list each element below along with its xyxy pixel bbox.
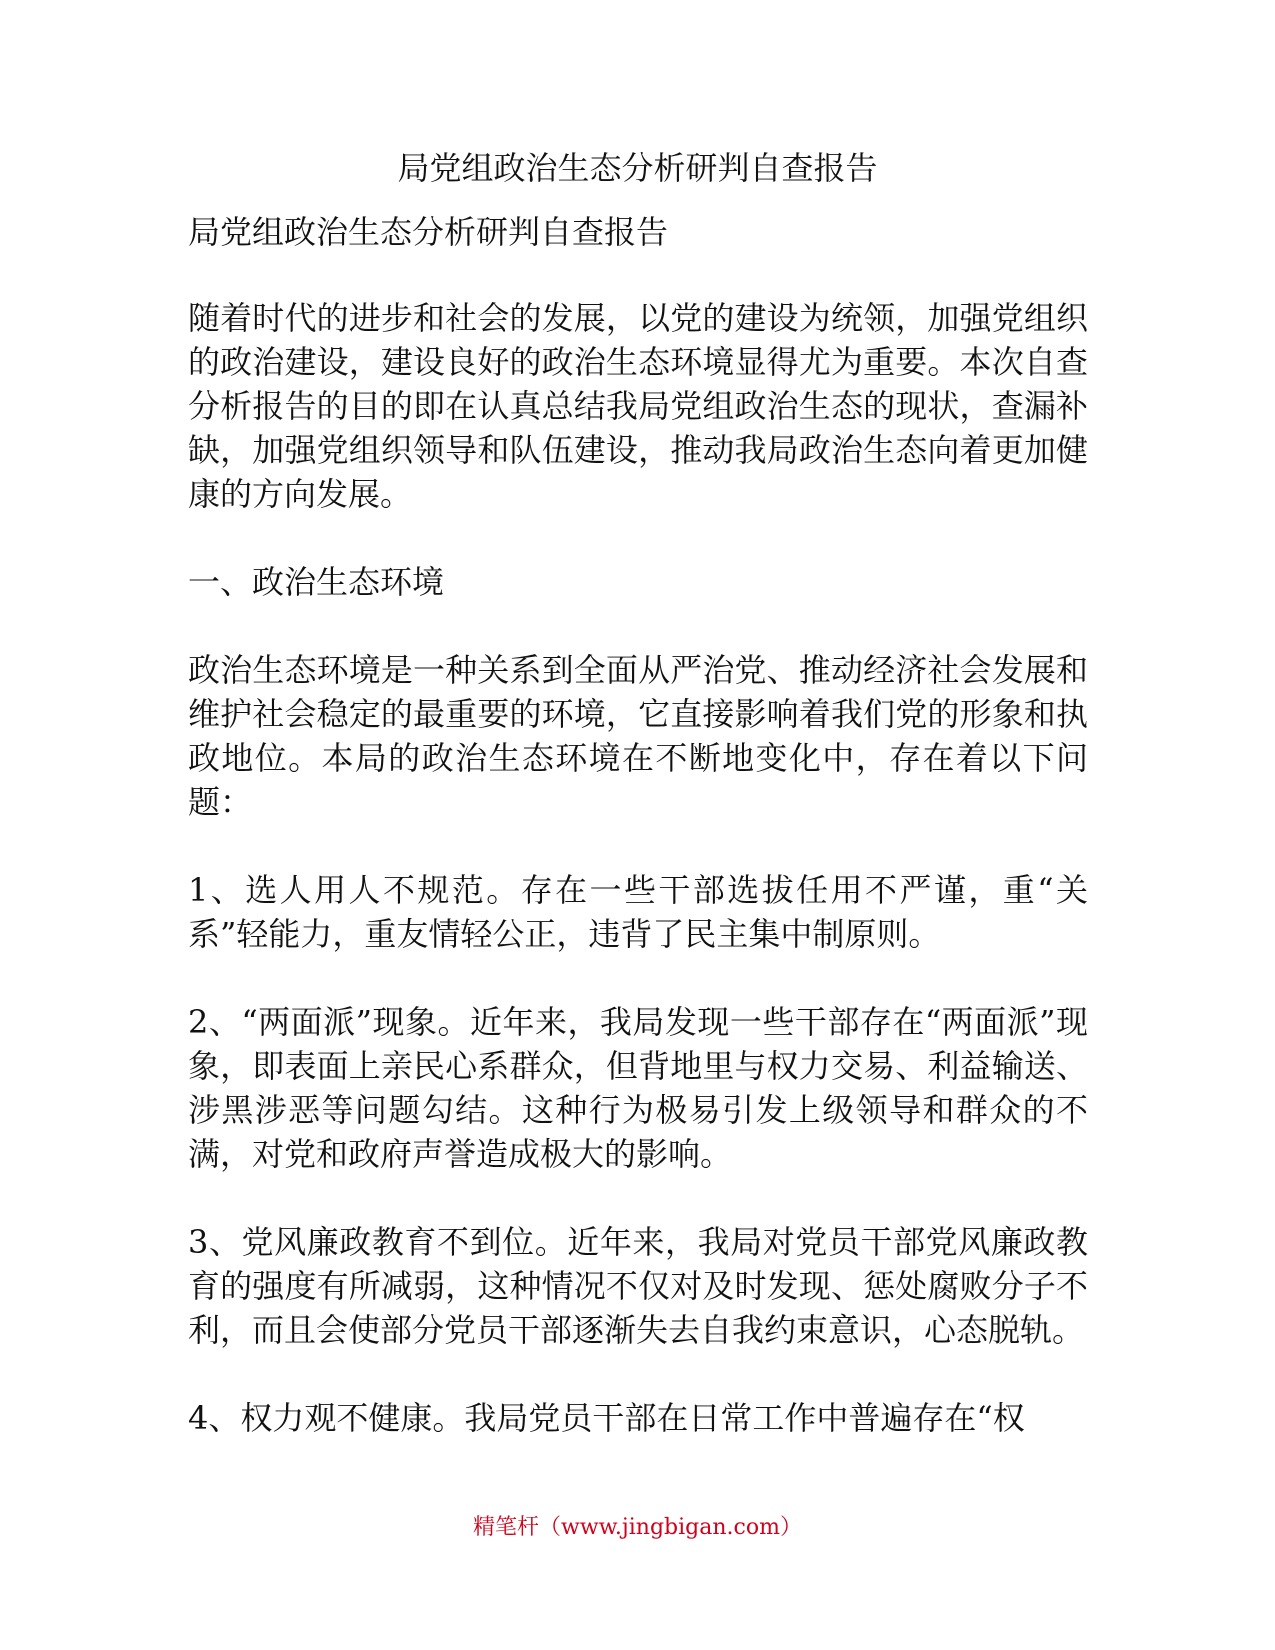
document-subtitle: 局党组政治生态分析研判自查报告	[188, 213, 669, 251]
intro-paragraph: 随着时代的进步和社会的发展，以党的建设为统领，加强党组织的政治建设，建设良好的政治生态环境显得尤为重要。本次自查分析报告的目的即在认真总结我局党组政治生态的现状，查漏补缺，加强党组织领导和队伍建设，推动我局政治生态向着更加健康的方向发展。	[188, 299, 1088, 513]
list-item-2: 2、“两面派”现象。近年来，我局发现一些干部存在“两面派”现象，即表面上亲民心系群众，但背地里与权力交易、利益输送、涉黑涉恶等问题勾结。这种行为极易引发上级领导和群众的不满，对党和政府声誉造成极大的影响。	[188, 1003, 1088, 1173]
section-paragraph: 政治生态环境是一种关系到全面从严治党、推动经济社会发展和维护社会稳定的最重要的环境，它直接影响着我们党的形象和执政地位。本局的政治生态环境在不断地变化中，存在着以下问题：	[188, 651, 1088, 821]
list-item-1: 1、选人用人不规范。存在一些干部选拔任用不严谨，重“关系”轻能力，重友情轻公正，违背了民主集中制原则。	[188, 871, 1088, 953]
list-item-4: 4、权力观不健康。我局党员干部在日常工作中普遍存在“权	[188, 1399, 1025, 1437]
footer-watermark-link[interactable]: 精笔杆（www.jingbigan.com）	[473, 1515, 802, 1540]
document-title: 局党组政治生态分析研判自查报告	[397, 149, 878, 187]
document-body	[188, 210, 1088, 1484]
section-heading: 一、政治生态环境	[188, 563, 445, 601]
list-item-3: 3、党风廉政教育不到位。近年来，我局对党员干部党风廉政教育的强度有所减弱，这种情况不仅对及时发现、惩处腐败分子不利，而且会使部分党员干部逐渐失去自我约束意识，心态脱轨。	[188, 1223, 1088, 1349]
